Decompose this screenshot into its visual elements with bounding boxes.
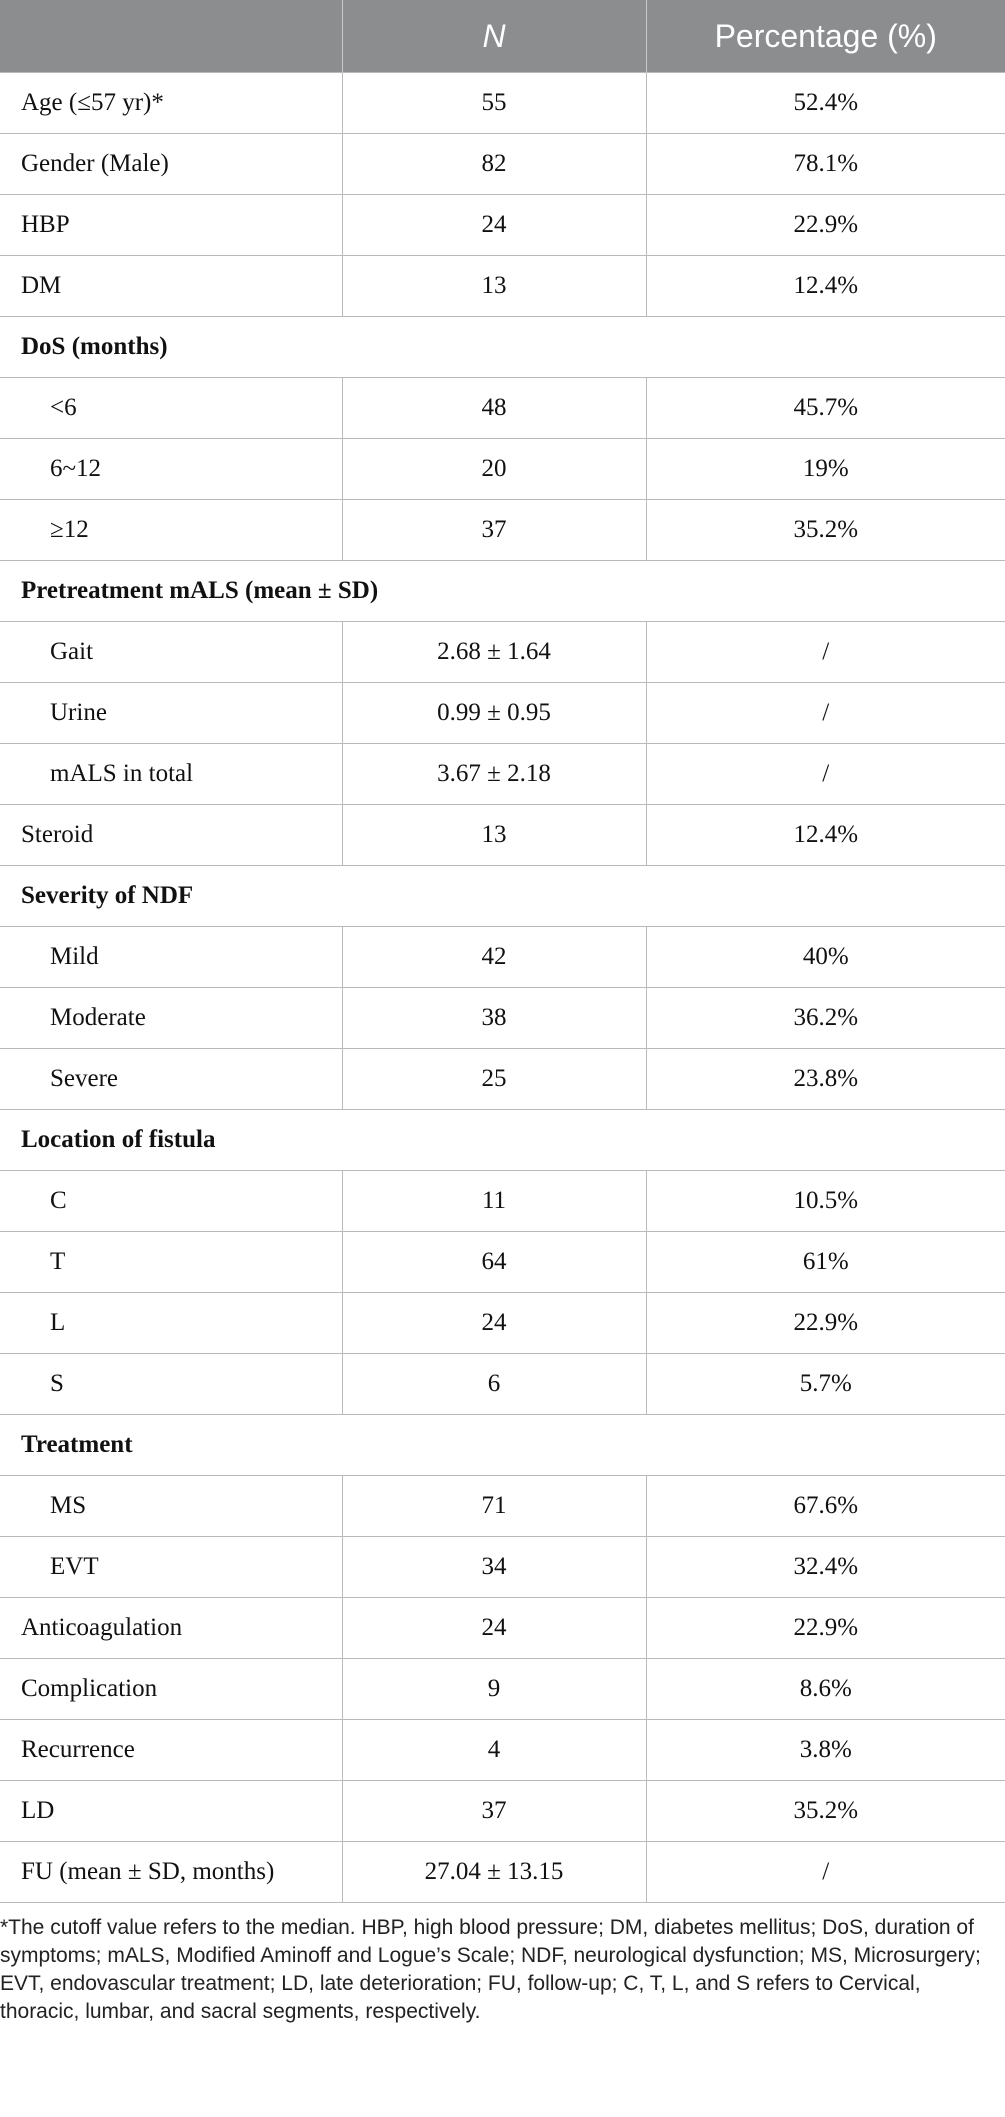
row-percentage: 45.7% xyxy=(646,378,1005,439)
row-percentage: 22.9% xyxy=(646,195,1005,256)
row-n: 6 xyxy=(342,1354,646,1415)
row-percentage: 36.2% xyxy=(646,988,1005,1049)
row-n: 20 xyxy=(342,439,646,500)
row-label: C xyxy=(0,1171,342,1232)
row-label: Severe xyxy=(0,1049,342,1110)
row-n: 34 xyxy=(342,1537,646,1598)
row-n: 71 xyxy=(342,1476,646,1537)
row-n: 64 xyxy=(342,1232,646,1293)
row-n: 38 xyxy=(342,988,646,1049)
table-row xyxy=(0,1476,1005,1537)
table-row xyxy=(0,195,1005,256)
row-label: DM xyxy=(0,256,342,317)
row-n: 13 xyxy=(342,805,646,866)
table-row xyxy=(0,683,1005,744)
row-percentage: 35.2% xyxy=(646,1781,1005,1842)
table-row xyxy=(0,1232,1005,1293)
section-row xyxy=(0,1415,1005,1476)
section-row xyxy=(0,866,1005,927)
row-percentage: 78.1% xyxy=(646,134,1005,195)
row-n: 13 xyxy=(342,256,646,317)
row-n: 55 xyxy=(342,73,646,134)
row-n: 2.68 ± 1.64 xyxy=(342,622,646,683)
row-label: T xyxy=(0,1232,342,1293)
table-row xyxy=(0,256,1005,317)
row-n: 37 xyxy=(342,1781,646,1842)
row-n: 42 xyxy=(342,927,646,988)
table-row xyxy=(0,1049,1005,1110)
header-row xyxy=(0,0,1005,73)
row-n: 24 xyxy=(342,1293,646,1354)
table-row xyxy=(0,378,1005,439)
row-n: 82 xyxy=(342,134,646,195)
row-label: Urine xyxy=(0,683,342,744)
row-label: Steroid xyxy=(0,805,342,866)
section-row xyxy=(0,317,1005,378)
row-percentage: / xyxy=(646,744,1005,805)
table-row xyxy=(0,1293,1005,1354)
row-percentage: / xyxy=(646,683,1005,744)
row-label: S xyxy=(0,1354,342,1415)
row-n: 11 xyxy=(342,1171,646,1232)
row-label: L xyxy=(0,1293,342,1354)
table-row xyxy=(0,1598,1005,1659)
row-label: LD xyxy=(0,1781,342,1842)
header-variable xyxy=(0,0,342,73)
row-percentage: 3.8% xyxy=(646,1720,1005,1781)
row-label: MS xyxy=(0,1476,342,1537)
table-row xyxy=(0,927,1005,988)
row-label: Mild xyxy=(0,927,342,988)
row-n: 9 xyxy=(342,1659,646,1720)
row-n: 24 xyxy=(342,1598,646,1659)
section-label: Pretreatment mALS (mean ± SD) xyxy=(0,561,1005,622)
row-label: Complication xyxy=(0,1659,342,1720)
section-label: DoS (months) xyxy=(0,317,1005,378)
row-percentage: 5.7% xyxy=(646,1354,1005,1415)
row-n: 0.99 ± 0.95 xyxy=(342,683,646,744)
table-row xyxy=(0,805,1005,866)
row-label: HBP xyxy=(0,195,342,256)
row-n: 27.04 ± 13.15 xyxy=(342,1842,646,1903)
table-row xyxy=(0,134,1005,195)
row-label: EVT xyxy=(0,1537,342,1598)
row-percentage: / xyxy=(646,1842,1005,1903)
row-percentage: 52.4% xyxy=(646,73,1005,134)
table-row xyxy=(0,73,1005,134)
row-percentage: 8.6% xyxy=(646,1659,1005,1720)
table-footnote: *The cutoff value refers to the median. HBP, high blood pressure; DM, diabetes mellitus; DoS, duration of symptoms; mALS, Modified Aminoff and Logue’s Scale; NDF, neurological dysfunction; MS, Microsurgery; EVT, endovascular treatment; LD, late deterioration; FU, follow-up; C, T, L, and S refers to Cervical, thoracic, lumbar, and sacral segments, respectively. xyxy=(0,1916,981,2023)
section-label: Location of fistula xyxy=(0,1110,1005,1171)
table-row xyxy=(0,1171,1005,1232)
section-row xyxy=(0,561,1005,622)
section-label: Treatment xyxy=(0,1415,1005,1476)
row-percentage: 22.9% xyxy=(646,1598,1005,1659)
row-label: Age (≤57 yr)* xyxy=(0,73,342,134)
row-percentage: 40% xyxy=(646,927,1005,988)
row-percentage: 12.4% xyxy=(646,805,1005,866)
row-n: 25 xyxy=(342,1049,646,1110)
row-label: Anticoagulation xyxy=(0,1598,342,1659)
row-percentage: 35.2% xyxy=(646,500,1005,561)
row-n: 3.67 ± 2.18 xyxy=(342,744,646,805)
row-n: 4 xyxy=(342,1720,646,1781)
row-label: Recurrence xyxy=(0,1720,342,1781)
row-label: Gender (Male) xyxy=(0,134,342,195)
table-row xyxy=(0,439,1005,500)
table-row xyxy=(0,1781,1005,1842)
table-row xyxy=(0,500,1005,561)
table-row xyxy=(0,1842,1005,1903)
row-label: ≥12 xyxy=(0,500,342,561)
row-percentage: 32.4% xyxy=(646,1537,1005,1598)
table-row xyxy=(0,988,1005,1049)
header-n: N xyxy=(342,0,646,73)
row-label: mALS in total xyxy=(0,744,342,805)
row-percentage: 22.9% xyxy=(646,1293,1005,1354)
header-percentage: Percentage (%) xyxy=(646,0,1005,73)
row-n: 48 xyxy=(342,378,646,439)
row-percentage: 12.4% xyxy=(646,256,1005,317)
row-n: 24 xyxy=(342,195,646,256)
row-percentage: 10.5% xyxy=(646,1171,1005,1232)
row-percentage: 19% xyxy=(646,439,1005,500)
row-percentage: 23.8% xyxy=(646,1049,1005,1110)
row-label: Gait xyxy=(0,622,342,683)
row-percentage: 61% xyxy=(646,1232,1005,1293)
row-percentage: / xyxy=(646,622,1005,683)
section-label: Severity of NDF xyxy=(0,866,1005,927)
table-row xyxy=(0,744,1005,805)
row-label: 6~12 xyxy=(0,439,342,500)
row-label: <6 xyxy=(0,378,342,439)
table-row xyxy=(0,1659,1005,1720)
row-label: Moderate xyxy=(0,988,342,1049)
table-row xyxy=(0,1354,1005,1415)
row-label: FU (mean ± SD, months) xyxy=(0,1842,342,1903)
row-n: 37 xyxy=(342,500,646,561)
row-percentage: 67.6% xyxy=(646,1476,1005,1537)
section-row xyxy=(0,1110,1005,1171)
table-row xyxy=(0,1720,1005,1781)
table-row xyxy=(0,622,1005,683)
table-body xyxy=(0,73,1005,1903)
table-row xyxy=(0,1537,1005,1598)
